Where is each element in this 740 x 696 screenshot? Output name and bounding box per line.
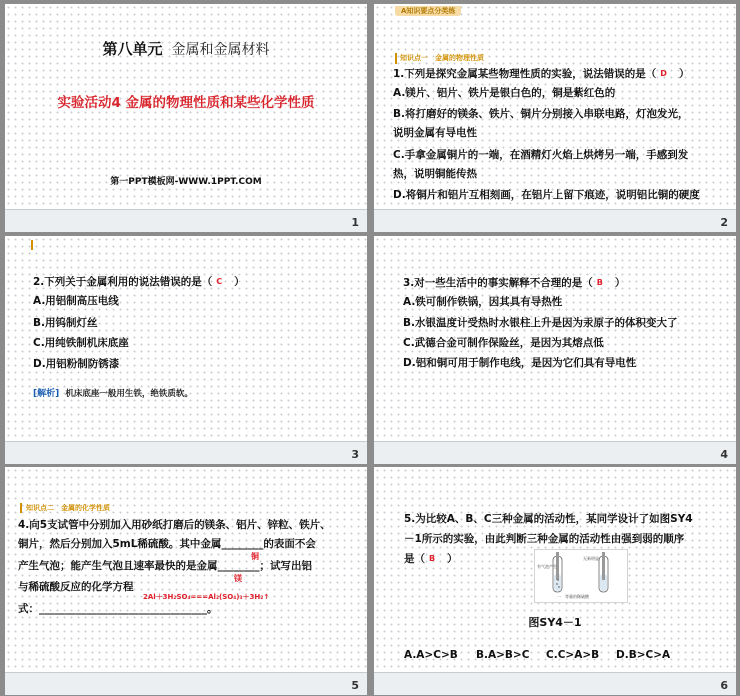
- choice-a: A.A>C>B: [404, 649, 458, 661]
- slide-footer: [374, 441, 736, 464]
- question-3: [403, 276, 625, 290]
- choice-c: C.C>A>B: [546, 649, 600, 661]
- equation-answer: 2Al＋3H₂SO₄===Al₂(SO₄)₃＋3H₂↑: [143, 593, 270, 601]
- question-close: ）: [447, 553, 458, 565]
- option-b: B.将打磨好的镁条、铁片、铜片分别接入串联电路，灯泡发光，: [393, 108, 689, 120]
- slide-footer: [374, 672, 736, 695]
- answer-metal-1: 铜: [251, 552, 259, 561]
- figure-caption-small: 一 等量的稀硫酸: [557, 594, 589, 599]
- choice-b: B.A>B>C: [476, 649, 530, 661]
- figure-caption: 图SY4－1: [528, 616, 582, 629]
- explanation-label: [解析]: [33, 389, 60, 399]
- slide-4[interactable]: [374, 236, 736, 464]
- page-number: 4: [720, 448, 728, 461]
- question-5-line-1: 5.为比较A、B、C三种金属的活动性，某同学设计了如图SY4: [404, 513, 693, 525]
- slide-6[interactable]: [374, 467, 736, 695]
- question-text: 2.下列关于金属利用的说法错误的是（: [33, 276, 213, 288]
- page-number: 6: [720, 679, 728, 692]
- unit-label: 第八单元: [102, 40, 163, 58]
- option-a: A.用铝制高压电线: [33, 295, 119, 307]
- question-4-line-5: 式：________________________________。: [18, 603, 218, 615]
- question-4-line-1: 4.向5支试管中分别加入用砂纸打磨后的镁条、铝片、锌粒、铁片、: [18, 519, 331, 531]
- option-a: A.镁片、铝片、铁片是银白色的，铜是紫红色的: [393, 87, 616, 99]
- page-number: 3: [351, 448, 359, 461]
- slide-1[interactable]: [5, 4, 367, 232]
- unit-title: 金属和金属材料: [171, 42, 270, 58]
- activity-title: 实验活动4 金属的物理性质和某些化学性质: [57, 95, 315, 111]
- section-heading: 知识点一 金属的物理性质: [400, 54, 484, 62]
- question-close: ）: [678, 68, 690, 80]
- slide-footer: [5, 209, 367, 232]
- slide-footer: [5, 672, 367, 695]
- section-marker: [31, 240, 33, 250]
- question-4-line-4: 与稀硫酸反应的化学方程: [18, 581, 134, 593]
- question-5-line-2: －1所示的实验，由此判断三种金属的活动性由强到弱的顺序: [404, 533, 685, 545]
- question-5-line-3: [404, 552, 458, 566]
- option-d: D.铝和铜可用于制作电线，是因为它们具有导电性: [403, 357, 637, 369]
- question-2: [33, 275, 245, 289]
- answer-mark: B: [596, 278, 603, 287]
- question-close: ）: [614, 277, 626, 289]
- option-d: D.用铝粉制防锈漆: [33, 358, 120, 370]
- site-text: 第一PPT模板网-WWW.1PPT.COM: [110, 177, 262, 187]
- explanation: [33, 386, 193, 399]
- answer-mark: C: [216, 277, 223, 286]
- answer-mark: D: [660, 69, 667, 78]
- question-text: 1.下列是探究金属某些物理性质的实验，说法错误的是（: [393, 68, 657, 80]
- figure-label-left: 有气泡产生: [537, 564, 557, 569]
- option-b: B.水银温度计受热时水银柱上升是因为汞原子的体积变大了: [403, 317, 678, 329]
- question-text: 3.对一些生活中的事实解释不合理的是（: [403, 277, 593, 289]
- slide-footer: [374, 209, 736, 232]
- question-close: ）: [234, 276, 245, 288]
- option-a: A.铁可制作铁锅，因其具有导热性: [403, 296, 563, 308]
- question-text: 是（: [404, 553, 425, 565]
- figure-label-right: 无新明显: [583, 556, 599, 561]
- page-number: 5: [351, 679, 359, 692]
- answer-metal-2: 镁: [234, 574, 242, 583]
- question-1: [393, 67, 689, 81]
- slide-5[interactable]: [5, 467, 367, 695]
- section-heading: 知识点二 金属的化学性质: [26, 504, 110, 512]
- option-b: B.用钨制灯丝: [33, 317, 98, 329]
- section-marker: [20, 503, 22, 513]
- option-c: C.手拿金属铜片的一端，在酒精灯火焰上烘烤另一端，手感到发: [393, 149, 689, 161]
- slide-footer: [5, 441, 367, 464]
- option-c: C.武德合金可制作保险丝，是因为其熔点低: [403, 337, 604, 349]
- section-marker: [395, 53, 397, 64]
- page-number: 2: [720, 216, 728, 229]
- section-tag: A知识要点分类练: [395, 6, 461, 16]
- option-b-cont: 说明金属有导电性: [393, 127, 477, 139]
- slide-2[interactable]: [374, 4, 736, 232]
- explanation-text: 机床底座一般用生铁，绝铁质软。: [65, 389, 193, 399]
- question-4-line-3: 产生气泡；能产生气泡且速率最快的是金属________；试写出铝: [18, 560, 312, 572]
- unit-heading: [5, 38, 367, 59]
- option-c-cont: 热，说明铜能传热: [393, 168, 477, 180]
- option-c: C.用纯铁制机床底座: [33, 337, 129, 349]
- slide-3[interactable]: [5, 236, 367, 464]
- option-d: D.将铜片和铝片互相刻画，在铝片上留下痕迹，说明铝比铜的硬度: [393, 189, 700, 201]
- question-4-line-2: 铜片，然后分别加入5mL稀硫酸。其中金属________的表面不会: [18, 538, 316, 550]
- experiment-figure: [534, 549, 628, 603]
- choice-d: D.B>C>A: [616, 649, 671, 661]
- page-number: 1: [351, 216, 359, 229]
- answer-mark: B: [429, 554, 436, 563]
